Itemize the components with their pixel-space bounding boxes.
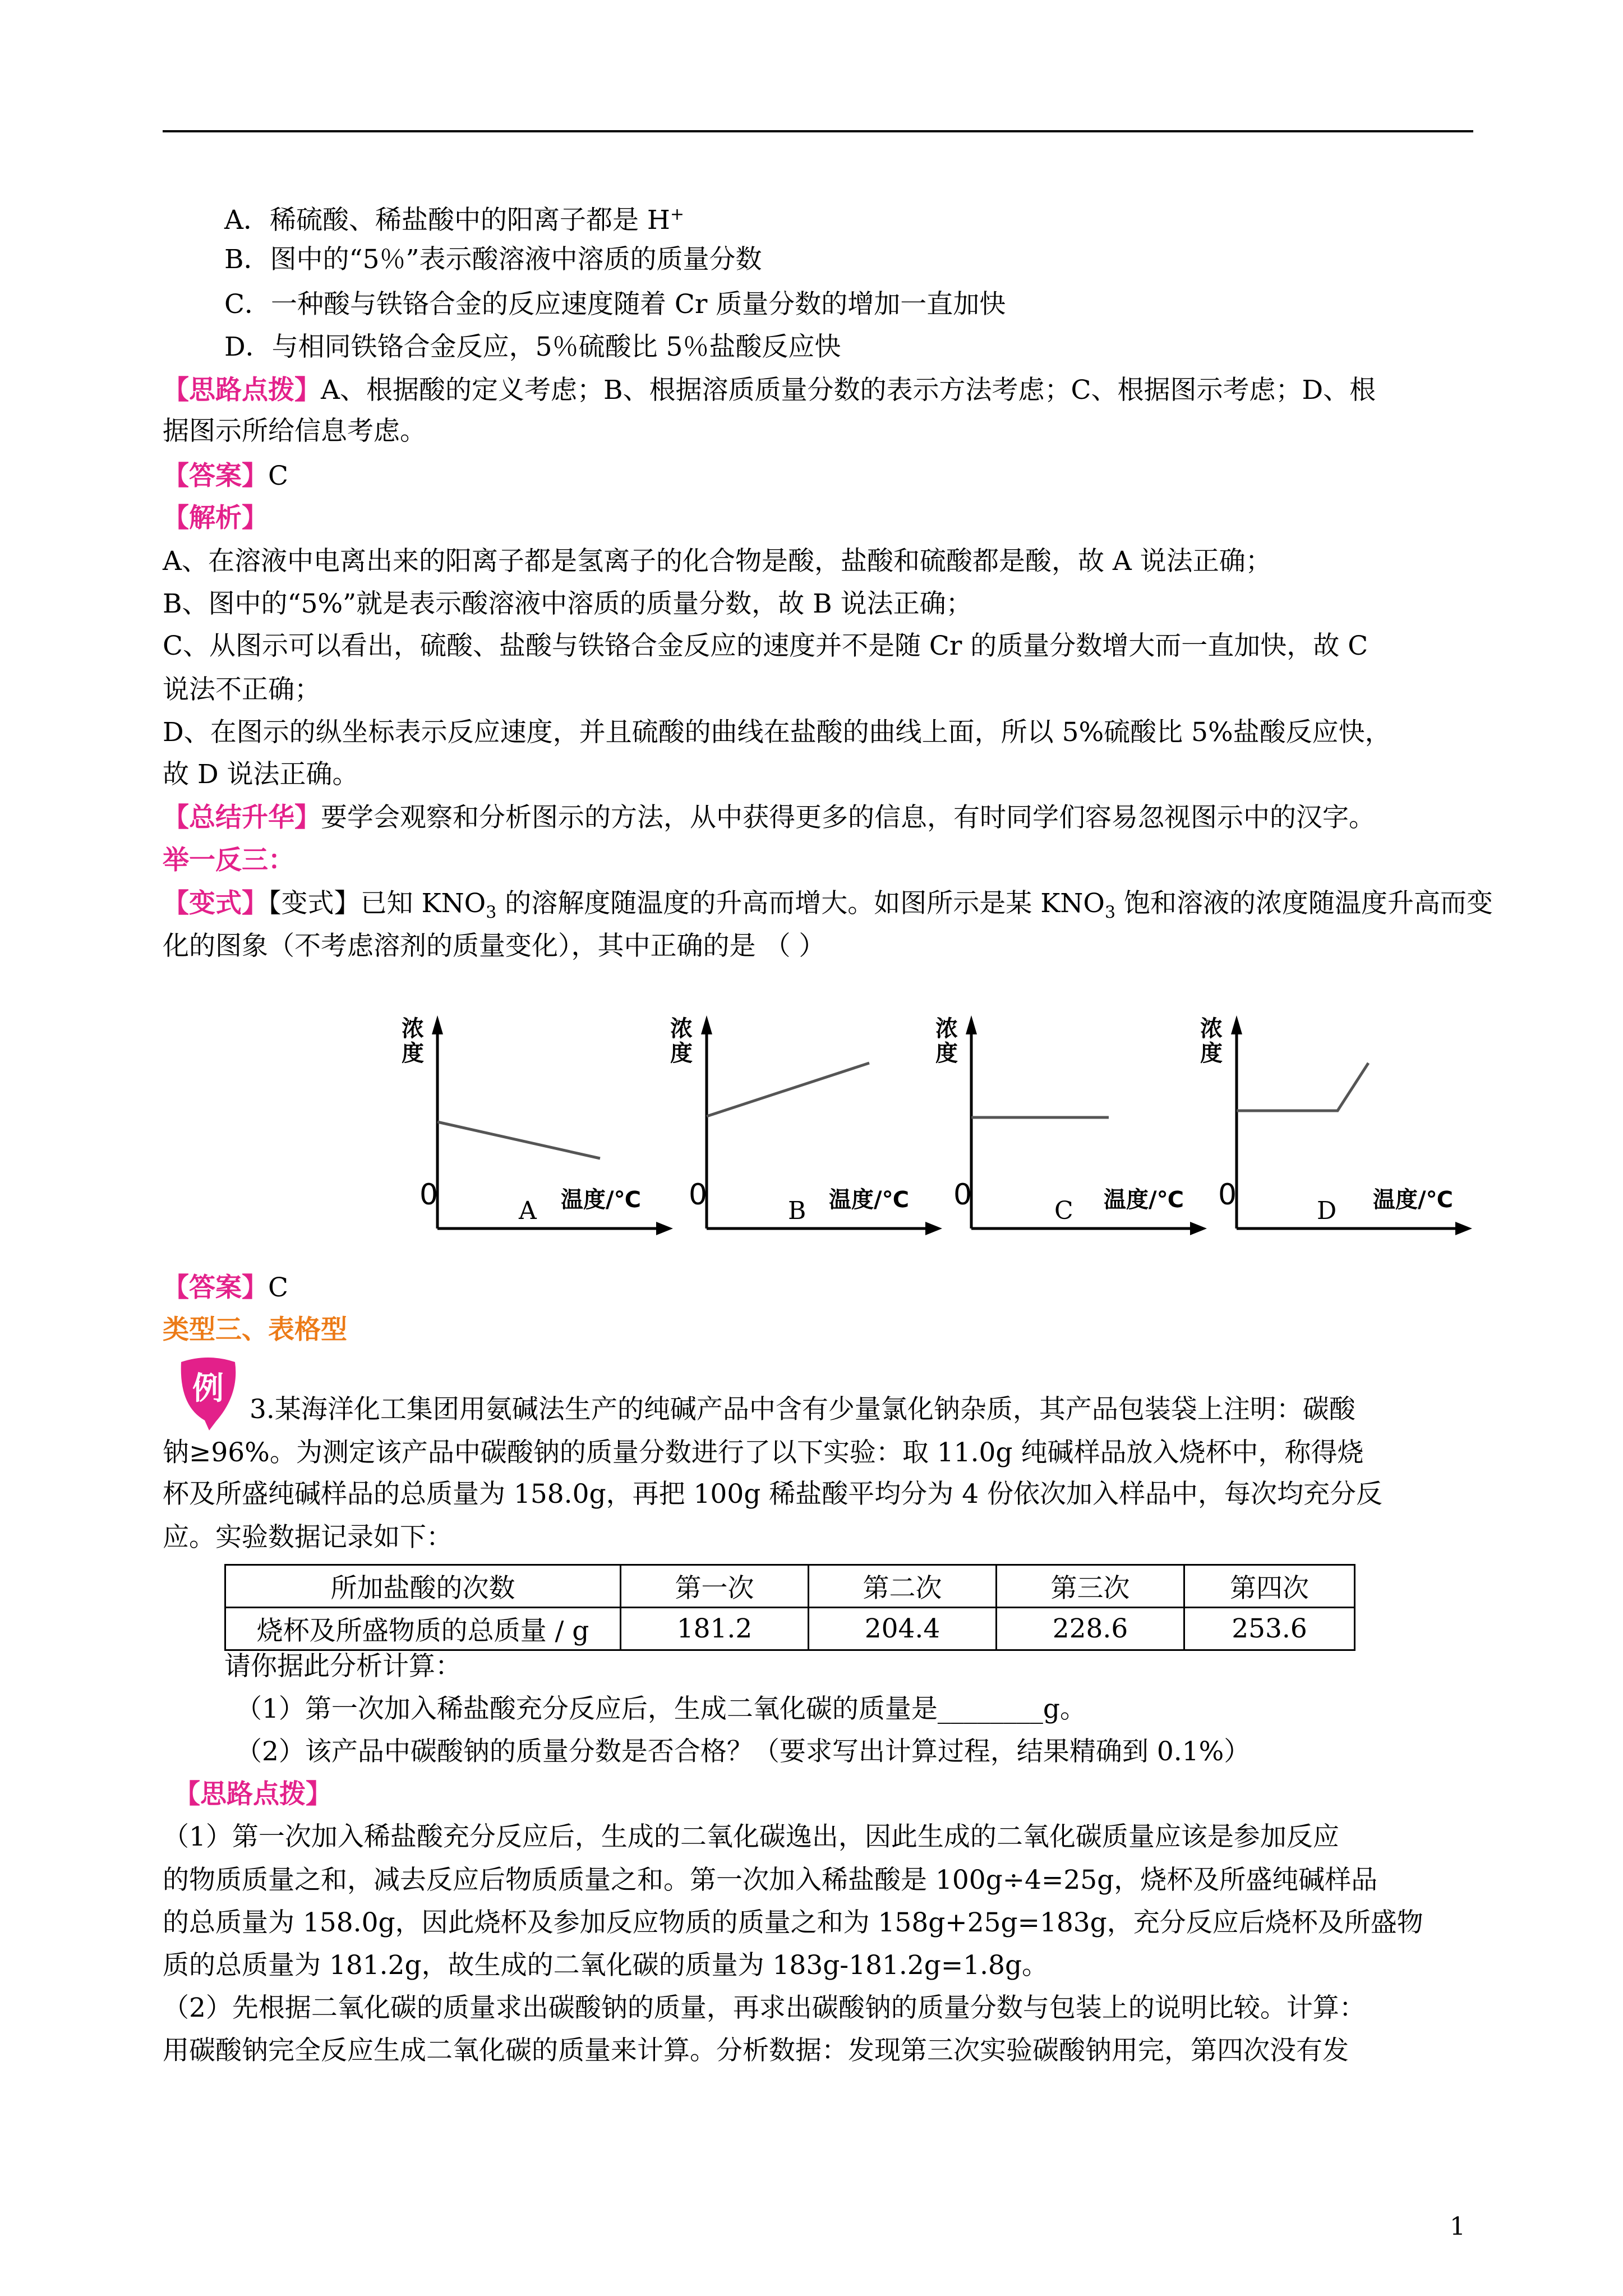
x-axis-label: 温度/℃ bbox=[1373, 1187, 1454, 1213]
y-axis-label: 浓 度 bbox=[1200, 1016, 1223, 1066]
option-b: B．图中的“5％”表示酸溶液中溶质的质量分数 bbox=[224, 244, 762, 275]
hint-1-cont: 据图示所给信息考虑。 bbox=[163, 416, 426, 447]
question-2: （2）该产品中碳酸钠的质量分数是否合格？（要求写出计算过程，结果精确到 0.1%） bbox=[236, 1736, 1251, 1767]
table-cell: 第二次 bbox=[809, 1565, 997, 1608]
table-cell: 253.6 bbox=[1184, 1608, 1355, 1650]
hint-2-line: 用碳酸钠完全反应生成二氧化碳的质量来计算。分析数据：发现第三次实验碳酸钠用完，第四次没有发 bbox=[163, 2035, 1349, 2066]
hint-2-line: （2）先根据二氧化碳的质量求出碳酸钠的质量，再求出碳酸钠的质量分数与包装上的说明比较。计算： bbox=[163, 1993, 1366, 2023]
y-axis-label: 浓 度 bbox=[935, 1016, 958, 1066]
practice-heading: 举一反三： bbox=[163, 845, 294, 876]
table-cell: 所加盐酸的次数 bbox=[225, 1565, 621, 1608]
hint-2-line: 的总质量为 158.0g，因此烧杯及参加反应物质的质量之和为 158g+25g=183g，充分反应后烧杯及所盛物 bbox=[163, 1907, 1423, 1938]
svg-text:例: 例 bbox=[192, 1370, 224, 1407]
page-number: 1 bbox=[1450, 2212, 1465, 2241]
x-axis-label: 温度/℃ bbox=[829, 1187, 910, 1213]
y-axis-label: 浓 度 bbox=[670, 1016, 693, 1066]
option-c: C．一种酸与铁铬合金的反应速度随着 Cr 质量分数的增加一直加快 bbox=[224, 289, 1006, 320]
table-cell: 第四次 bbox=[1184, 1565, 1355, 1608]
hint-2-line: 的物质质量之和，减去反应后物质质量之和。第一次加入稀盐酸是 100g÷4=25g，烧杯及所盛纯碱样品 bbox=[163, 1865, 1378, 1895]
header-rule bbox=[163, 130, 1473, 132]
example-badge-icon bbox=[177, 1355, 239, 1430]
graph-name: B bbox=[788, 1197, 806, 1225]
graph-name: D bbox=[1317, 1197, 1337, 1225]
problem-text: 应。实验数据记录如下： bbox=[163, 1522, 453, 1553]
option-a: A．稀硫酸、稀盐酸中的阳离子都是 H+ bbox=[224, 204, 685, 236]
variant-question-cont: 化的图象（不考虑溶剂的质量变化），其中正确的是 （ ） bbox=[163, 931, 826, 961]
x-axis-label: 温度/℃ bbox=[1104, 1187, 1184, 1213]
table-cell: 181.2 bbox=[621, 1608, 809, 1650]
questions-intro: 请你据此分析计算： bbox=[224, 1651, 462, 1682]
table-header-row bbox=[225, 1565, 1355, 1608]
hint-2-line: （1）第一次加入稀盐酸充分反应后，生成的二氧化碳逸出，因此生成的二氧化碳质量应该是参加反应 bbox=[163, 1821, 1339, 1852]
table-cell: 第一次 bbox=[621, 1565, 809, 1608]
hint-2-line: 质的总质量为 181.2g，故生成的二氧化碳的质量为 183g-181.2g=1.8g。 bbox=[163, 1950, 1049, 1981]
problem-text: 3.某海洋化工集团用氨碱法生产的纯碱产品中含有少量氯化钠杂质，其产品包装袋上注明：碳酸 bbox=[250, 1394, 1355, 1425]
problem-text: 杯及所盛纯碱样品的总质量为 158.0g，再把 100g 稀盐酸平均分为 4 份依次加入样品中，每次均充分反 bbox=[163, 1479, 1383, 1510]
analysis-tag: 【解析】 bbox=[163, 503, 268, 533]
analysis-line: D、在图示的纵坐标表示反应速度，并且硫酸的曲线在盐酸的曲线上面，所以 5%硫酸比 5%盐酸反应快， bbox=[163, 717, 1391, 748]
summary: 【总结升华】要学会观察和分析图示的方法，从中获得更多的信息，有时同学们容易忽视图示中的汉字。 bbox=[163, 802, 1375, 833]
origin-label: 0 bbox=[689, 1178, 708, 1212]
question-1: （1）第一次加入稀盐酸充分反应后，生成二氧化碳的质量是________g。 bbox=[236, 1694, 1086, 1724]
table-cell: 烧杯及所盛物质的总质量 / g bbox=[225, 1608, 621, 1650]
table-cell: 228.6 bbox=[997, 1608, 1184, 1650]
origin-label: 0 bbox=[419, 1178, 439, 1212]
y-axis-label: 浓 度 bbox=[402, 1016, 424, 1066]
type-heading: 类型三、表格型 bbox=[163, 1314, 347, 1345]
analysis-line: 说法不正确； bbox=[163, 674, 321, 705]
analysis-line: C、从图示可以看出，硫酸、盐酸与铁铬合金反应的速度并不是随 Cr 的质量分数增大而一直加快，故 C bbox=[163, 631, 1368, 661]
table-cell: 204.4 bbox=[809, 1608, 997, 1650]
answer-1: 【答案】C bbox=[163, 461, 288, 491]
analysis-line: A、在溶液中电离出来的阳离子都是氢离子的化合物是酸，盐酸和硫酸都是酸，故 A 说法正确； bbox=[163, 546, 1272, 577]
hint-2-tag: 【思路点拨】 bbox=[174, 1779, 332, 1810]
analysis-line: 故 D 说法正确。 bbox=[163, 759, 359, 790]
option-d: D．与相同铁铬合金反应，5％硫酸比 5％盐酸反应快 bbox=[224, 332, 841, 362]
table-cell: 第三次 bbox=[997, 1565, 1184, 1608]
table-row bbox=[225, 1608, 1355, 1650]
x-axis-label: 温度/℃ bbox=[561, 1187, 642, 1213]
origin-label: 0 bbox=[1218, 1178, 1237, 1212]
data-table bbox=[224, 1564, 1355, 1651]
graph-name: A bbox=[519, 1197, 537, 1225]
hint-1: 【思路点拨】A、根据酸的定义考虑；B、根据溶质质量分数的表示方法考虑；C、根据图示考虑；D、根 bbox=[163, 375, 1376, 406]
graph-name: C bbox=[1054, 1197, 1073, 1225]
answer-2: 【答案】C bbox=[163, 1272, 288, 1303]
problem-text: 钠≥96%。为测定该产品中碳酸钠的质量分数进行了以下实验：取 11.0g 纯碱样品放入烧杯中，称得烧 bbox=[163, 1437, 1364, 1468]
analysis-line: B、图中的“5%”就是表示酸溶液中溶质的质量分数，故 B 说法正确； bbox=[163, 588, 972, 619]
variant-question: 【变式】【变式】已知 $KNO_3$ 的溶解度随温度的升高而增大。如图所示是某 $KNO_3$ 饱和溶液的浓度随温度升高而变 bbox=[163, 888, 1493, 923]
origin-label: 0 bbox=[953, 1178, 972, 1212]
